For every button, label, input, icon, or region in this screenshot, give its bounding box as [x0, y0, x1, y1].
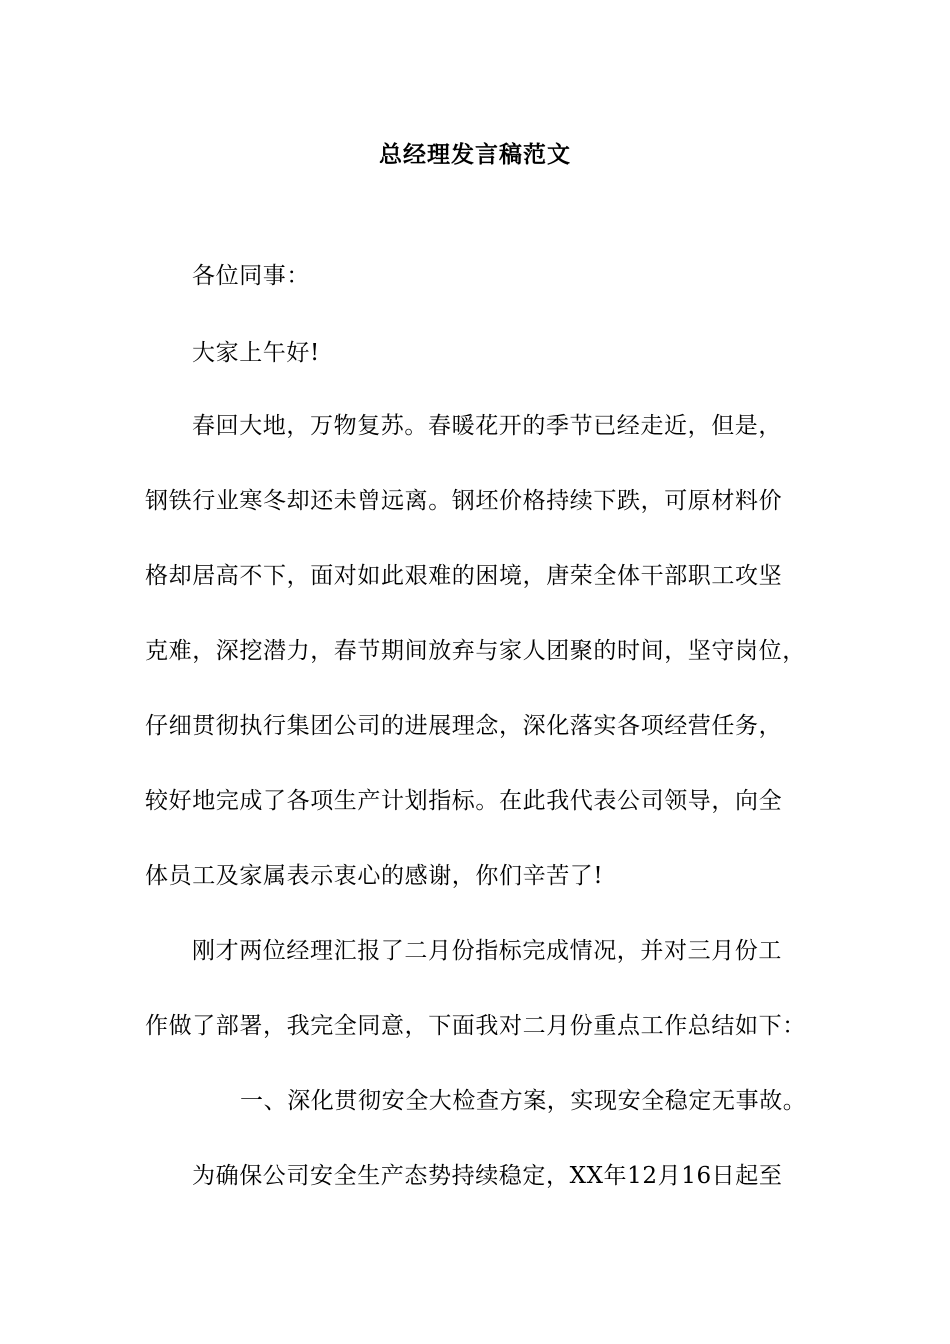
paragraph-line: 仔细贯彻执行集团公司的进展理念，深化落实各项经营任务， [145, 713, 783, 739]
paragraph-line: 作做了部署，我完全同意，下面我对二月份重点工作总结如下： [145, 1013, 806, 1039]
salutation-line: 各位同事： [192, 263, 310, 289]
paragraph-line: 格却居高不下，面对如此艰难的困境，唐荣全体干部职工攻坚 [145, 563, 783, 589]
paragraph-line: 体员工及家属表示衷心的感谢，你们辛苦了! [145, 863, 604, 889]
paragraph-line: 为确保公司安全生产态势持续稳定，XX年12月16日起至 [192, 1163, 783, 1189]
paragraph-line: 钢铁行业寒冬却还未曾远离。钢坯价格持续下跌，可原材料价 [145, 488, 783, 514]
greeting-line: 大家上午好! [192, 340, 320, 366]
paragraph-line: 克难，深挖潜力，春节期间放弃与家人团聚的时间，坚守岗位， [145, 638, 806, 664]
paragraph-line: 春回大地，万物复苏。春暖花开的季节已经走近，但是， [192, 413, 782, 439]
section-heading: 一、深化贯彻安全大检查方案，实现安全稳定无事故。 [240, 1088, 807, 1114]
document-title: 总经理发言稿范文 [379, 142, 571, 168]
paragraph-line: 较好地完成了各项生产计划指标。在此我代表公司领导，向全 [145, 788, 783, 814]
paragraph-line: 刚才两位经理汇报了二月份指标完成情况，并对三月份工 [192, 938, 782, 964]
